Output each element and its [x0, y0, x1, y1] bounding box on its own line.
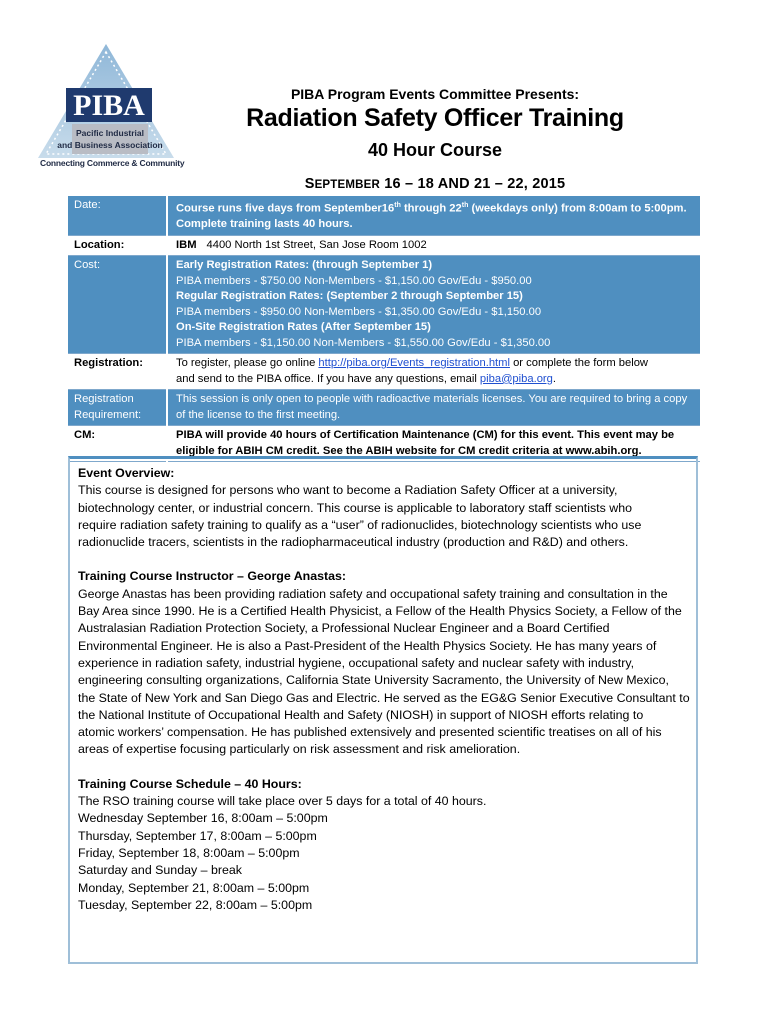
cm-value: PIBA will provide 40 hours of Certification Maintenance (CM) for this event. This event may be eligible for ABIH CM credit. See the ABIH website for CM credit criteria at www.abih.org. [167, 426, 700, 462]
overview-content [78, 465, 690, 914]
requirement-label-2: Requirement: [74, 408, 142, 421]
schedule-line: Saturday and Sunday – break [78, 863, 242, 878]
dates-initial: S [304, 176, 315, 192]
page-title: Radiation Safety Officer Training [246, 104, 624, 132]
overview-line: biotechnology center, or industrial concern. This course is applicable to laboratory staff scientists who [78, 500, 632, 515]
schedule-line: The RSO training course will take place over 5 days for a total of 40 hours. [78, 794, 487, 809]
schedule-line: Wednesday September 16, 8:00am – 5:00pm [78, 811, 328, 826]
registration-value [167, 354, 700, 390]
requirement-label-1: Registration [74, 393, 134, 406]
date-row [68, 196, 700, 235]
logo-org-line1: Pacific Industrial [75, 128, 145, 138]
cost-value [167, 256, 700, 354]
email-link[interactable]: piba@piba.org [479, 372, 553, 385]
location-row [68, 235, 700, 256]
page-subtitle: 40 Hour Course [367, 140, 503, 160]
cost-row [68, 256, 700, 354]
registration-text-a: To register, please go online [176, 357, 319, 370]
instructor-line: Australasian Radiation Protection Society, a Professional Nuclear Engineer and a Board Certified [78, 621, 610, 636]
location-address: 4400 North 1st Street, San Jose Room 1002 [206, 238, 427, 251]
registration-text-c: and send to the PIBA office. If you have any questions, email [176, 372, 480, 385]
instructor-line: Bay Area since 1990. He is a Certified Health Physicist, a Fellow of the Health Physics Society, a Fellow of the [78, 604, 682, 619]
cost-onsite-rates: PIBA members - $1,150.00 Non-Members - $1,550.00 Gov/Edu - $1,350.00 [176, 336, 551, 349]
registration-link[interactable]: http://piba.org/Events_registration.html [318, 357, 510, 370]
registration-text-b: or complete the form below [509, 357, 649, 370]
schedule-line: Monday, September 21, 8:00am – 5:00pm [78, 880, 310, 895]
registration-label: Registration: [68, 354, 167, 390]
overview-line: radionuclide tracers, scientists in the radiopharmaceutical industry (production and R&D) and others. [78, 535, 629, 550]
location-label: Location: [68, 235, 167, 256]
cm-label: CM: [68, 426, 167, 462]
date-text-d: Complete training lasts 40 hours. [176, 218, 353, 231]
schedule-line: Friday, September 18, 8:00am – 5:00pm [78, 845, 300, 860]
cost-regular-rates: PIBA members - $950.00 Non-Members - $1,350.00 Gov/Edu - $1,150.00 [176, 305, 542, 318]
instructor-heading: Training Course Instructor – George Anastas: [78, 569, 347, 584]
piba-logo [36, 42, 176, 174]
registration-row [68, 354, 700, 390]
cost-label: Cost: [68, 256, 167, 354]
registration-text-d: . [552, 372, 556, 385]
schedule-line: Tuesday, September 22, 8:00am – 5:00pm [78, 897, 313, 912]
presents-line: PIBA Program Events Committee Presents: [290, 86, 580, 102]
instructor-line: areas of expertise focusing particularly on risk assessment and risk amelioration. [78, 742, 521, 757]
instructor-line: engineering consulting organizations, California State University Sacramento, the University of New Mexico, [78, 673, 669, 688]
date-sup-b: th [461, 202, 469, 209]
cost-early-heading: Early Registration Rates: (through September 1) [176, 259, 433, 272]
instructor-line: George Anastas has been providing radiation safety and occupational safety training and consultation in the [78, 586, 668, 601]
event-info-table [68, 196, 700, 462]
schedule-line: Thursday, September 17, 8:00am – 5:00pm [78, 828, 317, 843]
cost-regular-heading: Regular Registration Rates: (September 2 through September 15) [176, 290, 523, 303]
cost-onsite-heading: On-Site Registration Rates (After September 15) [176, 321, 431, 334]
date-value [167, 196, 700, 235]
date-text-c: (weekdays only) from 8:00am to 5:00pm. [468, 202, 687, 215]
logo-piba-text: PIBA [73, 89, 145, 122]
instructor-line: atomic workers’ compensation. He has published extensively and presented scientific treatises on all of his [78, 725, 662, 740]
location-ibm: IBM [176, 238, 197, 251]
overview-line: This course is designed for persons who want to become a Radiation Safety Officer at a university, [78, 483, 618, 498]
date-label: Date: [68, 196, 167, 235]
overview-line: require radiation safety training to qualify as a “user” of radionuclides, biotechnology scientists who use [78, 517, 642, 532]
instructor-line: the State of New York and San Diego Gas and Electric. He served as the EG&G Senior Executive Consultant to [78, 690, 690, 705]
dates-month-smallcaps: EPTEMBER [314, 179, 381, 191]
event-dates [200, 176, 670, 192]
piba-triangle-logo [36, 42, 176, 160]
dates-tail: 16 – 18 AND 21 – 22, 2015 [380, 176, 566, 192]
requirement-value: This session is only open to people with radioactive materials licenses. You are required to bring a copy of the license to the first meeting. [167, 390, 700, 426]
logo-org-line2: and Business Association [57, 140, 163, 150]
location-value [167, 235, 700, 256]
schedule-heading: Training Course Schedule – 40 Hours: [78, 776, 302, 791]
logo-tagline: Connecting Commerce & Community [40, 158, 185, 168]
date-text-a: Course runs five days from September16 [176, 202, 395, 215]
requirement-label [68, 390, 167, 426]
cost-early-rates: PIBA members - $750.00 Non-Members - $1,150.00 Gov/Edu - $950.00 [176, 274, 532, 287]
requirement-row [68, 390, 700, 426]
instructor-line: Environmental Engineer. He is also a Past-President of the Health Physics Society. He has many years of [78, 638, 657, 653]
overview-heading: Event Overview: [78, 466, 175, 480]
overview-box [68, 456, 698, 964]
date-sup-a: th [394, 202, 401, 209]
instructor-line: the National Institute of Occupational Health and Safety (NIOSH) in support of NIOSH efforts relating to [78, 707, 644, 722]
date-text-b: through 22 [400, 202, 462, 215]
instructor-line: experience in radiation safety, industrial hygiene, occupational safety and nuclear safety with industry, [78, 655, 635, 670]
